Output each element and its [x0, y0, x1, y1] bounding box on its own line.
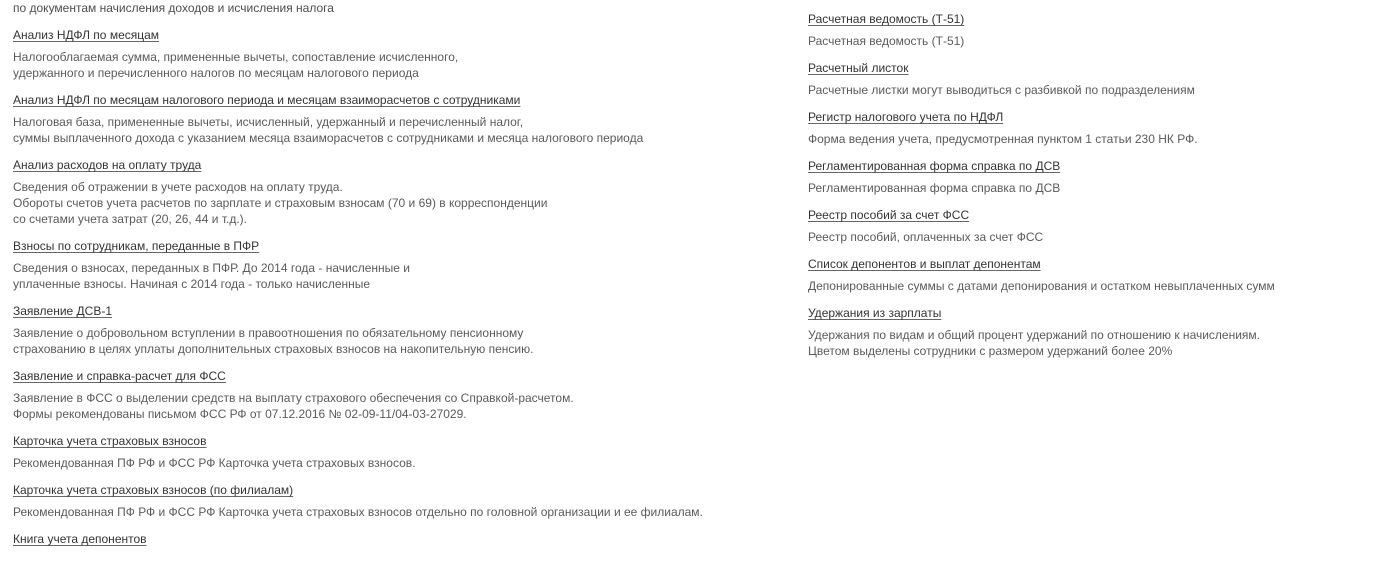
report-link-contributions-card-branches[interactable]: Карточка учета страховых взносов (по филиалам): [13, 483, 294, 497]
report-link-ndfl-by-month[interactable]: Анализ НДФЛ по месяцам: [13, 28, 160, 42]
report-entry: [808, 108, 1378, 147]
report-description: Заявление в ФСС о выделении средств на выплату страхового обеспечения со Справкой-расчетом. Формы рекомендованы письмом ФСС РФ от 07.12.2016 № 02-09-11/04-03-27029.: [13, 391, 574, 421]
report-description: Рекомендованная ПФ РФ и ФСС РФ Карточка учета страховых взносов отдельно по головной организации и ее филиалам.: [13, 505, 703, 519]
report-entry: [808, 255, 1378, 294]
report-link-dsv-1[interactable]: Заявление ДСВ-1: [13, 304, 112, 318]
report-entry: [13, 530, 783, 553]
report-description: Форма ведения учета, предусмотренная пунктом 1 статьи 230 НК РФ.: [808, 132, 1198, 146]
report-link-depositors-list[interactable]: Список депонентов и выплат депонентам: [808, 257, 1041, 271]
report-description: Сведения о взносах, переданных в ПФР. До 2014 года - начисленные и уплаченные взносы. Начиная с 2014 года - только начисленные: [13, 261, 410, 291]
report-description: Расчетная ведомость (Т-51): [808, 34, 965, 48]
report-link-salary-deductions[interactable]: Удержания из зарплаты: [808, 306, 942, 320]
report-entry: [808, 10, 1378, 49]
report-description: Сведения об отражении в учете расходов на оплату труда. Обороты счетов учета расчетов по зарплате и страховым взносам (70 и 69) в корреспонденции со счетами учета затрат (20, 26, 44 и т.д.).: [13, 180, 548, 226]
report-description: Рекомендованная ПФ РФ и ФСС РФ Карточка учета страховых взносов.: [13, 456, 416, 470]
report-entry: [13, 481, 783, 520]
report-link-ndfl-by-period-and-settlement-month[interactable]: Анализ НДФЛ по месяцам налогового периода и месяцам взаиморасчетов с сотрудниками: [13, 93, 521, 107]
report-entry: [13, 367, 783, 422]
report-entry: [808, 206, 1378, 245]
report-entry: [13, 237, 783, 292]
report-description: Депонированные суммы с датами депонирования и остатком невыплаченных сумм: [808, 279, 1275, 293]
report-link-contributions-card[interactable]: Карточка учета страховых взносов: [13, 434, 207, 448]
report-link-labor-cost-analysis[interactable]: Анализ расходов на оплату труда: [13, 158, 202, 172]
report-link-depositors-book[interactable]: Книга учета депонентов: [13, 532, 147, 546]
report-entry: [13, 432, 783, 471]
report-link-payslip[interactable]: Расчетный листок: [808, 61, 909, 75]
report-description: Налоговая база, примененные вычеты, исчисленный, удержанный и перечисленный налог, суммы выплаченного дохода с указанием месяца взаиморасчетов с сотрудниками и месяца налогового периода: [13, 115, 644, 145]
left-report-column: [13, 0, 783, 553]
report-entry: [808, 59, 1378, 98]
report-description: Налогооблагаемая сумма, примененные вычеты, сопоставление исчисленного, удержанного и перечисленного налогов по месяцам налогового периода: [13, 50, 459, 80]
report-link-payroll-statement-t51[interactable]: Расчетная ведомость (Т-51): [808, 12, 965, 26]
report-link-ndfl-tax-register[interactable]: Регистр налогового учета по НДФЛ: [808, 110, 1004, 124]
report-entry: [13, 156, 783, 227]
report-entry: [13, 91, 783, 146]
report-entry: [808, 304, 1378, 359]
report-description: Регламентированная форма справка по ДСВ: [808, 181, 1061, 195]
report-entry: [808, 157, 1378, 196]
report-entry: [13, 302, 783, 357]
report-entry: [13, 26, 783, 81]
report-link-pfr-contributions[interactable]: Взносы по сотрудникам, переданные в ПФР: [13, 239, 260, 253]
report-description: Заявление о добровольном вступлении в правоотношения по обязательному пенсионному страхованию в целях уплаты дополнительных страховых взносов на накопительную пенсию.: [13, 326, 534, 356]
report-description: Расчетные листки могут выводиться с разбивкой по подразделениям: [808, 83, 1195, 97]
report-description: Реестр пособий, оплаченных за счет ФСС: [808, 230, 1044, 244]
report-link-fss-application[interactable]: Заявление и справка-расчет для ФСС: [13, 369, 226, 383]
report-description: Удержания по видам и общий процент удержаний по отношению к начислениям. Цветом выделены сотрудники с размером удержаний более 20%: [808, 328, 1261, 358]
report-description-continued: по документам начисления доходов и исчисления налога: [13, 1, 334, 15]
report-link-dsv-certificate[interactable]: Регламентированная форма справка по ДСВ: [808, 159, 1061, 173]
right-report-column: [808, 10, 1378, 369]
report-link-fss-benefits-registry[interactable]: Реестр пособий за счет ФСС: [808, 208, 970, 222]
